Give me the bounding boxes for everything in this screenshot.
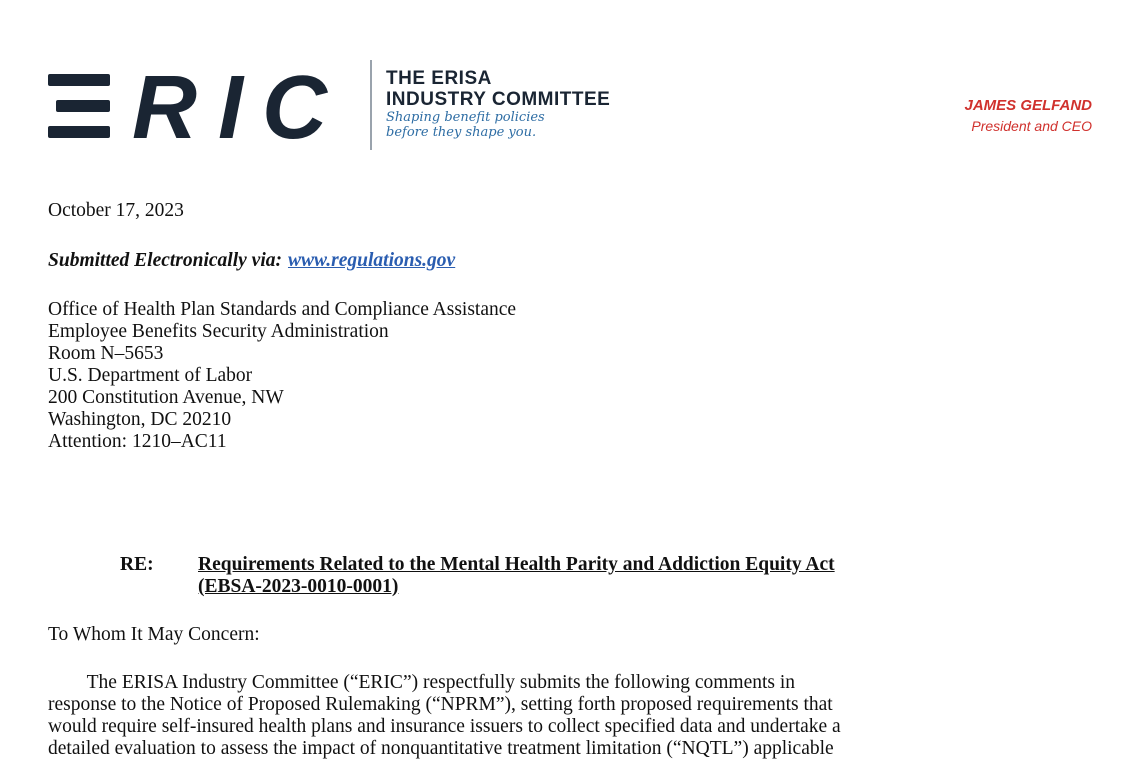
- address-line: U.S. Department of Labor: [48, 365, 253, 386]
- paragraph-line: would require self-insured health plans and insurance issuers to collect specified data and undertake a: [48, 716, 841, 737]
- logo-e-bar-middle: [56, 100, 110, 112]
- address-line: Washington, DC 20210: [48, 409, 232, 430]
- salutation: To Whom It May Concern:: [48, 624, 260, 645]
- address-line: Attention: 1210–AC11: [48, 431, 227, 452]
- re-subject-line1: Requirements Related to the Mental Health Parity and Addiction Equity Act: [198, 554, 835, 575]
- executive-block: [964, 96, 1092, 136]
- address-line: Room N–5653: [48, 343, 164, 364]
- address-line: 200 Constitution Avenue, NW: [48, 387, 284, 408]
- logo-letter-c: C: [262, 62, 327, 158]
- re-subject-line2: (EBSA-2023-0010-0001): [198, 576, 399, 597]
- org-name-line1: THE ERISA: [386, 68, 492, 89]
- logo-letter-i: I: [218, 62, 244, 158]
- recipient-address: [48, 299, 516, 453]
- address-line: Office of Health Plan Standards and Compliance Assistance: [48, 299, 517, 320]
- paragraph-line: detailed evaluation to assess the impact of nonquantitative treatment limitation (“NQTL”) applicable: [48, 738, 834, 759]
- letter-date: October 17, 2023: [48, 200, 184, 221]
- paragraph-line: response to the Notice of Proposed Rulemaking (“NPRM”), setting forth proposed requirements that: [48, 694, 833, 715]
- logo-e-bar-top: [48, 74, 110, 86]
- tagline-line1: Shaping benefit policies: [386, 110, 545, 125]
- regulations-gov-link[interactable]: www.regulations.gov: [287, 250, 456, 271]
- eric-logo: [48, 62, 366, 158]
- logo-e-bar-bottom: [48, 126, 110, 138]
- submission-line: [48, 250, 455, 272]
- submission-label: Submitted Electronically via:: [48, 250, 282, 271]
- logo-letter-r: R: [132, 62, 197, 158]
- paragraph-line: The ERISA Industry Committee (“ERIC”) respectfully submits the following comments in: [48, 672, 796, 693]
- org-name-line2: INDUSTRY COMMITTEE: [386, 89, 611, 110]
- logo-divider: [370, 60, 372, 150]
- address-line: Employee Benefits Security Administration: [48, 321, 389, 342]
- re-label: RE:: [120, 554, 154, 575]
- executive-title: President and CEO: [971, 118, 1092, 134]
- executive-name: JAMES GELFAND: [964, 97, 1092, 114]
- logo-wordmark: [386, 68, 686, 140]
- re-subject: [198, 554, 835, 598]
- tagline-line2: before they shape you.: [386, 125, 537, 140]
- body-paragraph: [48, 672, 1092, 760]
